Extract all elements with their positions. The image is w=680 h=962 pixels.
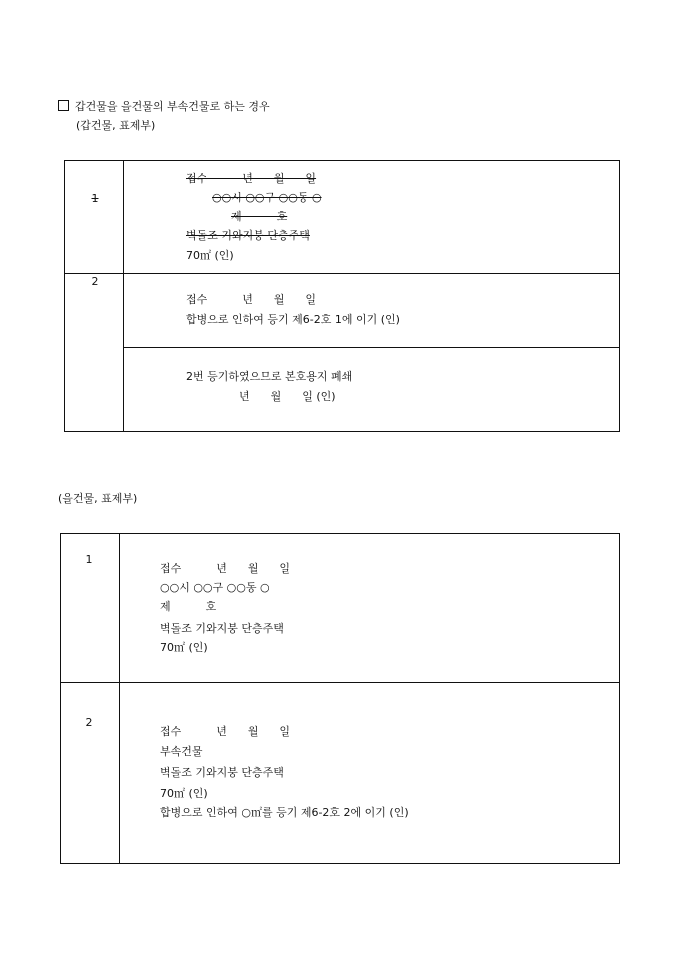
column-divider [123,161,124,431]
subheading-gap-building: (갑건물, 표제부) [76,119,156,132]
entry-line: 접수 년 월 일 [186,293,317,306]
row-number: 1 [91,192,99,205]
entry-line: 벽돌조 기와지붕 단층주택 [160,766,284,779]
entry-line: 2번 등기하였으므로 본호용지 폐쇄 [186,370,353,383]
heading-text: 갑건물을 을건물의 부속건물로 하는 경우 [75,100,270,113]
row-number: 2 [91,275,99,288]
section-heading [58,100,270,114]
stricken-line: 제 호 [231,210,288,223]
row-divider [65,273,619,274]
stricken-line: 접수 년 월 일 [186,172,317,185]
subheading-eul-building: (을건물, 표제부) [58,492,138,505]
eul-building-table [60,533,620,864]
row-number: 1 [85,553,93,566]
entry-line: ○○시 ○○구 ○○동 ○ [160,581,270,594]
entry-line: 70㎡ (인) [160,787,208,800]
column-divider [119,534,120,863]
entry-line: 벽돌조 기와지붕 단층주택 [160,622,284,635]
entry-line: 접수 년 월 일 [160,725,291,738]
entry-line: 합병으로 인하여 ○㎡를 등기 제6-2호 2에 이기 (인) [160,806,409,819]
area-line: 70㎡ (인) [186,249,234,262]
stricken-line: ○○시 ○○구 ○○동 ○ [212,191,322,204]
gap-building-table [64,160,620,432]
checkbox-square-icon [58,100,69,111]
entry-line: 접수 년 월 일 [160,562,291,575]
entry-line: 70㎡ (인) [160,641,208,654]
entry-line: 합병으로 인하여 등기 제6-2호 1에 이기 (인) [186,313,400,326]
entry-line: 부속건물 [160,745,203,758]
row-subdivider [123,347,619,348]
stricken-line: 벽돌조 기와지붕 단층주택 [186,229,310,242]
entry-line: 년 월 일 (인) [239,390,336,403]
row-number: 2 [85,716,93,729]
row-divider [61,682,619,683]
entry-line: 제 호 [160,600,217,613]
